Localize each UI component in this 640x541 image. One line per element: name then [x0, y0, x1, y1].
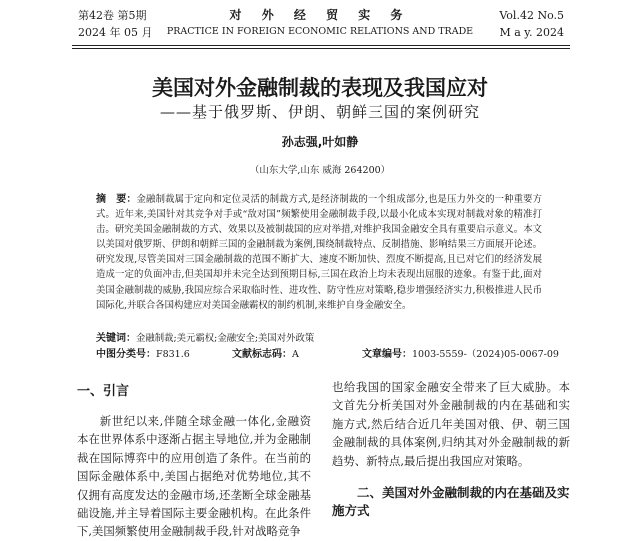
article-number: [362, 345, 559, 360]
keywords: [96, 329, 542, 344]
clc-number: [96, 345, 190, 360]
volume-issue-cn: 第42卷 第5期: [78, 9, 147, 22]
article-title: 美国对外金融制裁的表现及我国应对: [152, 76, 488, 100]
header-right: [499, 7, 564, 41]
journal-name-en: PRACTICE IN FOREIGN ECONOMIC RELATIONS AND TRADE: [166, 26, 474, 37]
clc-value: F831.6: [156, 349, 190, 360]
keywords-label: 关键词：: [96, 333, 136, 344]
journal-name-cn: 对 外 经 贸 实 务: [229, 8, 411, 22]
section-2-heading: 二、美国对外金融制裁的内在基础及实施方式: [332, 485, 570, 519]
clc-label: 中图分类号：: [96, 349, 156, 360]
intro-continued-paragraph: 也给我国的国家金融安全带来了巨大威胁。本文首先分析美国对外金融制裁的内在基础和实施方式,然后结合近几年美国对俄、伊、朝三国金融制裁的具体案例,归纳其对外金融制裁的新趋势、新特点,最后提出我国应对策略。: [332, 380, 570, 468]
article-subtitle: ——基于俄罗斯、伊朗、朝鲜三国的案例研究: [159, 103, 480, 121]
abstract: [96, 192, 542, 313]
date-en: M a y. 2024: [499, 26, 564, 39]
abstract-text: 金融制裁属于定向和定位灵活的制裁方式,是经济制裁的一个组成部分,也是压力外交的一种重要方式。近年来,美国针对其竞争对手或“敌对国”频繁使用金融制裁手段,以最小化成本实现对制裁对象的精准打击。研究美国金融制裁的方式、效果以及被制裁国的应对举措,对维护我国金融安全具有重要启示意义。本文以美国对俄罗斯、伊朗和朝鲜三国的金融制裁为案例,围绕制裁特点、反制措施、影响结果三方面展开论述。研究发现,尽管美国对三国金融制裁的范围不断扩大、速度不断加快、烈度不断提高,且已对它们的经济发展造成一定的负面冲击,但美国却并未完全达到预期目标,三国在政治上均未表现出屈服的迹象。有鉴于此,面对美国金融制裁的威胁,我国应综合采取临时性、进攻性、防守性应对策略,稳步增强经济实力,积极推进人民币国际化,并联合各国构建应对美国金融霸权的制约机制,来维护自身金融安全。: [96, 194, 543, 311]
article-no-label: 文章编号：: [362, 349, 412, 360]
volume-issue-en: Vol.42 No.5: [499, 9, 564, 22]
article-authors: 孙志强,叶如静: [281, 135, 359, 149]
article-no-value: 1003-5559-（2024)05-0067-09: [412, 349, 559, 360]
author-affiliation: （山东大学,山东 威海 264200）: [249, 165, 391, 176]
section-1-heading: 一、引言: [77, 384, 130, 399]
section-1-paragraph: 新世纪以来,伴随全球金融一体化,金融资本在世界体系中逐渐占据主导地位,并为金融制裁在国际博弈中的应用创造了条件。在当前的国际金融体系中,美国占据绝对优势地位,其不仅拥有高度发达的金融市场,还垄断全球金融基础设施,并主导着国际主要金融机构。在此条件下,美国频繁使用金融制裁手段,针对战略竞争: [77, 414, 311, 539]
header-rule-thin: [72, 48, 570, 49]
keywords-text: 金融制裁;美元霸权;金融安全;美国对外政策: [136, 333, 315, 344]
doc-code-value: A: [292, 349, 299, 360]
header-rule-thick: [72, 45, 570, 46]
body-right-column: [332, 378, 570, 520]
document-code: [232, 345, 299, 360]
date-cn: 2024 年 05 月: [78, 26, 153, 39]
body-left-column: [77, 378, 311, 541]
abstract-label: 摘 要：: [96, 194, 137, 205]
doc-code-label: 文献标志码：: [232, 349, 292, 360]
